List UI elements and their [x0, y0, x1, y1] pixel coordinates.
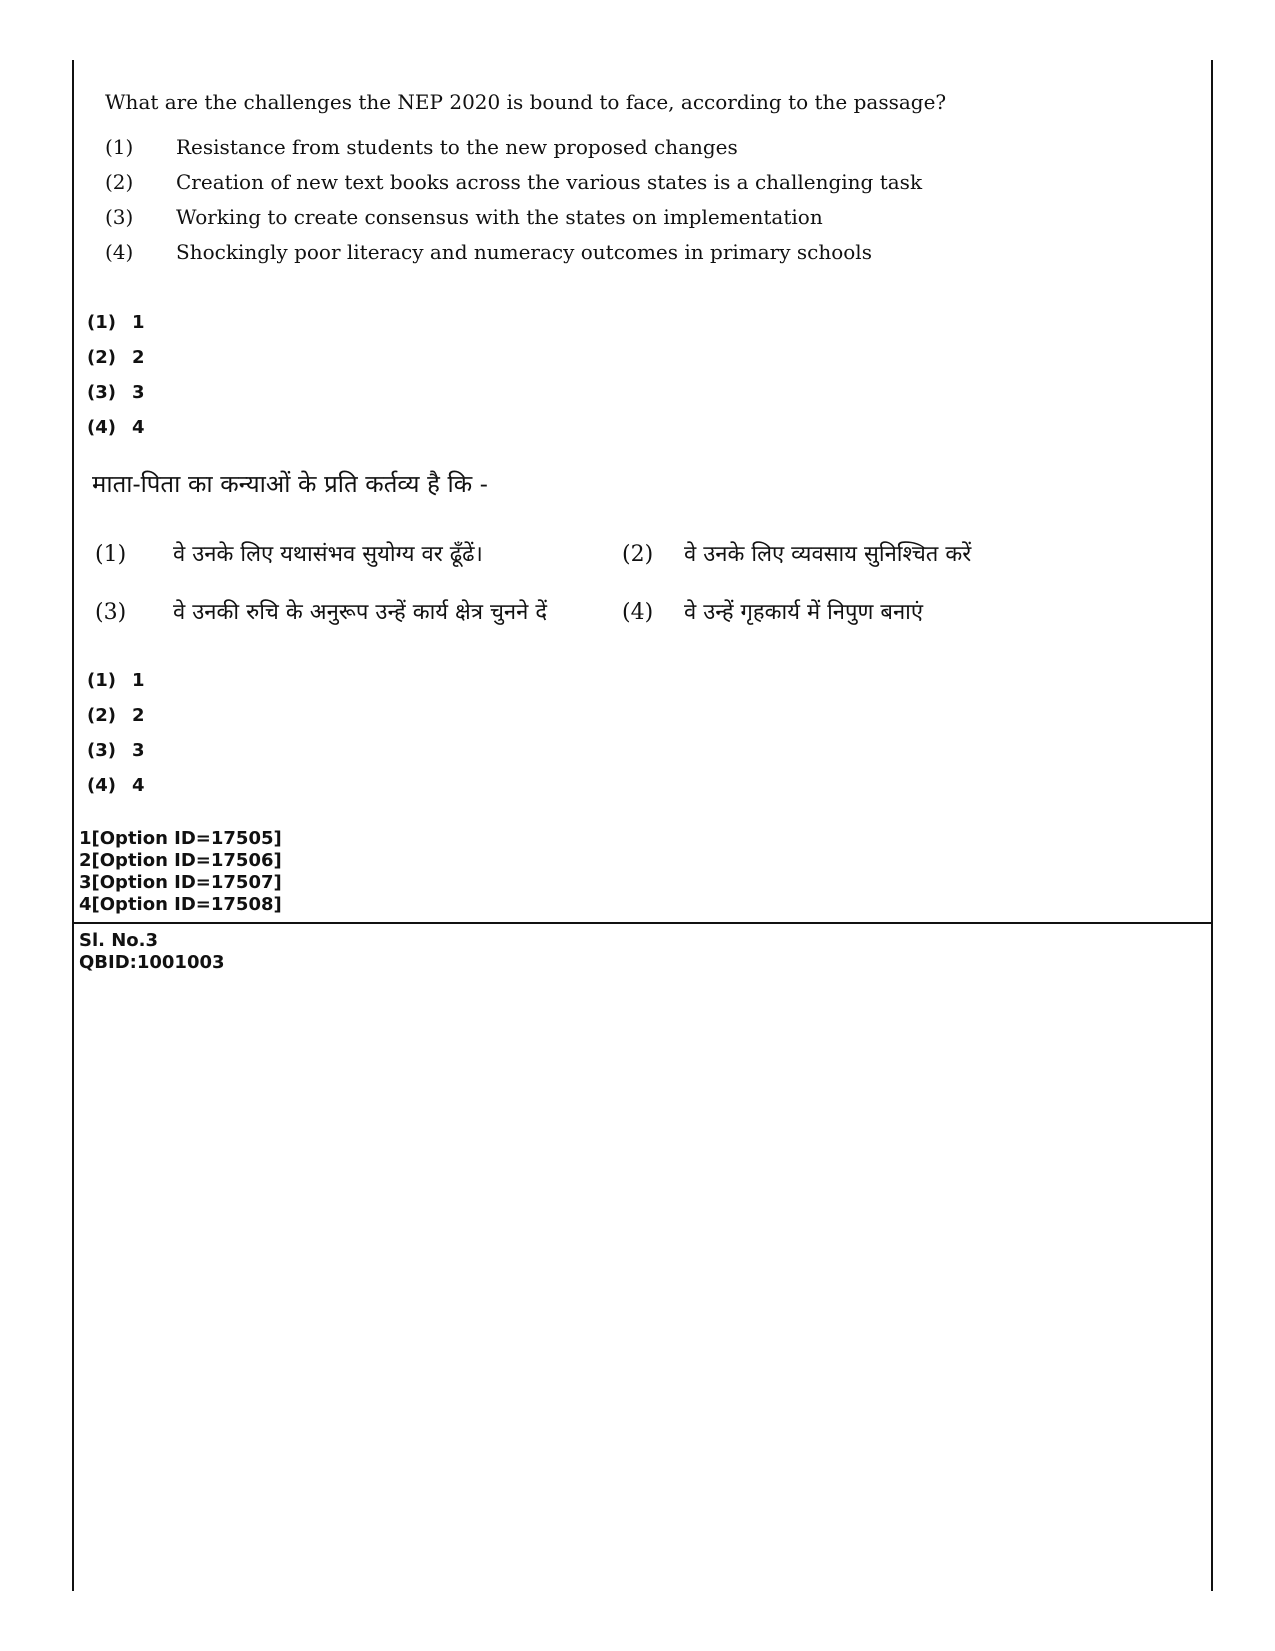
option-number: (2) [622, 542, 654, 567]
option-number: (1) [95, 542, 127, 567]
question-1-option [105, 135, 738, 159]
option-id: 1[Option ID=17505] [79, 828, 282, 849]
answer-choice[interactable] [87, 382, 145, 403]
question-2-option [622, 596, 923, 626]
question-2-option [95, 538, 483, 568]
answer-choice[interactable] [87, 312, 145, 333]
question-1-option [105, 240, 872, 264]
page-border-right [1211, 60, 1213, 1591]
answer-value: 4 [132, 775, 145, 796]
option-number: (4) [622, 600, 654, 625]
option-number: (2) [105, 170, 134, 194]
answer-number: (3) [87, 382, 116, 403]
option-text: Shockingly poor literacy and numeracy outcomes in primary schools [176, 240, 872, 264]
option-text: Creation of new text books across the various states is a challenging task [176, 170, 923, 194]
option-id: 4[Option ID=17508] [79, 894, 282, 915]
answer-value: 3 [132, 382, 145, 403]
question-2-text: माता-पिता का कन्याओं के प्रति कर्तव्य है कि - [92, 470, 488, 498]
option-text: वे उनकी रुचि के अनुरूप उन्हें कार्य क्षेत्र चुनने दें [173, 600, 548, 625]
answer-value: 1 [132, 670, 145, 691]
page-border-left [72, 60, 74, 1591]
answer-value: 1 [132, 312, 145, 333]
answer-value: 3 [132, 740, 145, 761]
question-1-option [105, 205, 823, 229]
option-text: Working to create consensus with the states on implementation [176, 205, 823, 229]
answer-choice[interactable] [87, 670, 145, 691]
answer-choice[interactable] [87, 417, 145, 438]
option-text: Resistance from students to the new proposed changes [176, 135, 738, 159]
answer-choice[interactable] [87, 775, 145, 796]
answer-number: (1) [87, 670, 116, 691]
question-meta [79, 930, 225, 974]
answer-value: 2 [132, 347, 145, 368]
answer-value: 2 [132, 705, 145, 726]
answer-number: (1) [87, 312, 116, 333]
option-text: वे उनके लिए यथासंभव सुयोग्य वर ढूँढें। [173, 542, 483, 567]
option-text: वे उनके लिए व्यवसाय सुनिश्चित करें [684, 542, 972, 567]
option-number: (3) [95, 600, 127, 625]
option-number: (3) [105, 205, 134, 229]
option-text: वे उन्हें गृहकार्य में निपुण बनाएं [684, 600, 924, 625]
answer-number: (2) [87, 347, 116, 368]
question-2-option [95, 596, 547, 626]
answer-number: (3) [87, 740, 116, 761]
question-divider [72, 922, 1213, 924]
option-number: (4) [105, 240, 134, 264]
answer-number: (2) [87, 705, 116, 726]
option-number: (1) [105, 135, 134, 159]
question-2-option [622, 538, 971, 568]
answer-number: (4) [87, 775, 116, 796]
answer-choice[interactable] [87, 740, 145, 761]
answer-value: 4 [132, 417, 145, 438]
option-id: 3[Option ID=17507] [79, 872, 282, 893]
option-id-list [79, 828, 282, 916]
answer-choice[interactable] [87, 347, 145, 368]
answer-number: (4) [87, 417, 116, 438]
option-id: 2[Option ID=17506] [79, 850, 282, 871]
serial-number: Sl. No.3 [79, 930, 159, 951]
question-1-option [105, 170, 922, 194]
qbid: QBID:1001003 [79, 952, 225, 973]
answer-choice[interactable] [87, 705, 145, 726]
question-1-text: What are the challenges the NEP 2020 is bound to face, according to the passage? [105, 90, 947, 114]
